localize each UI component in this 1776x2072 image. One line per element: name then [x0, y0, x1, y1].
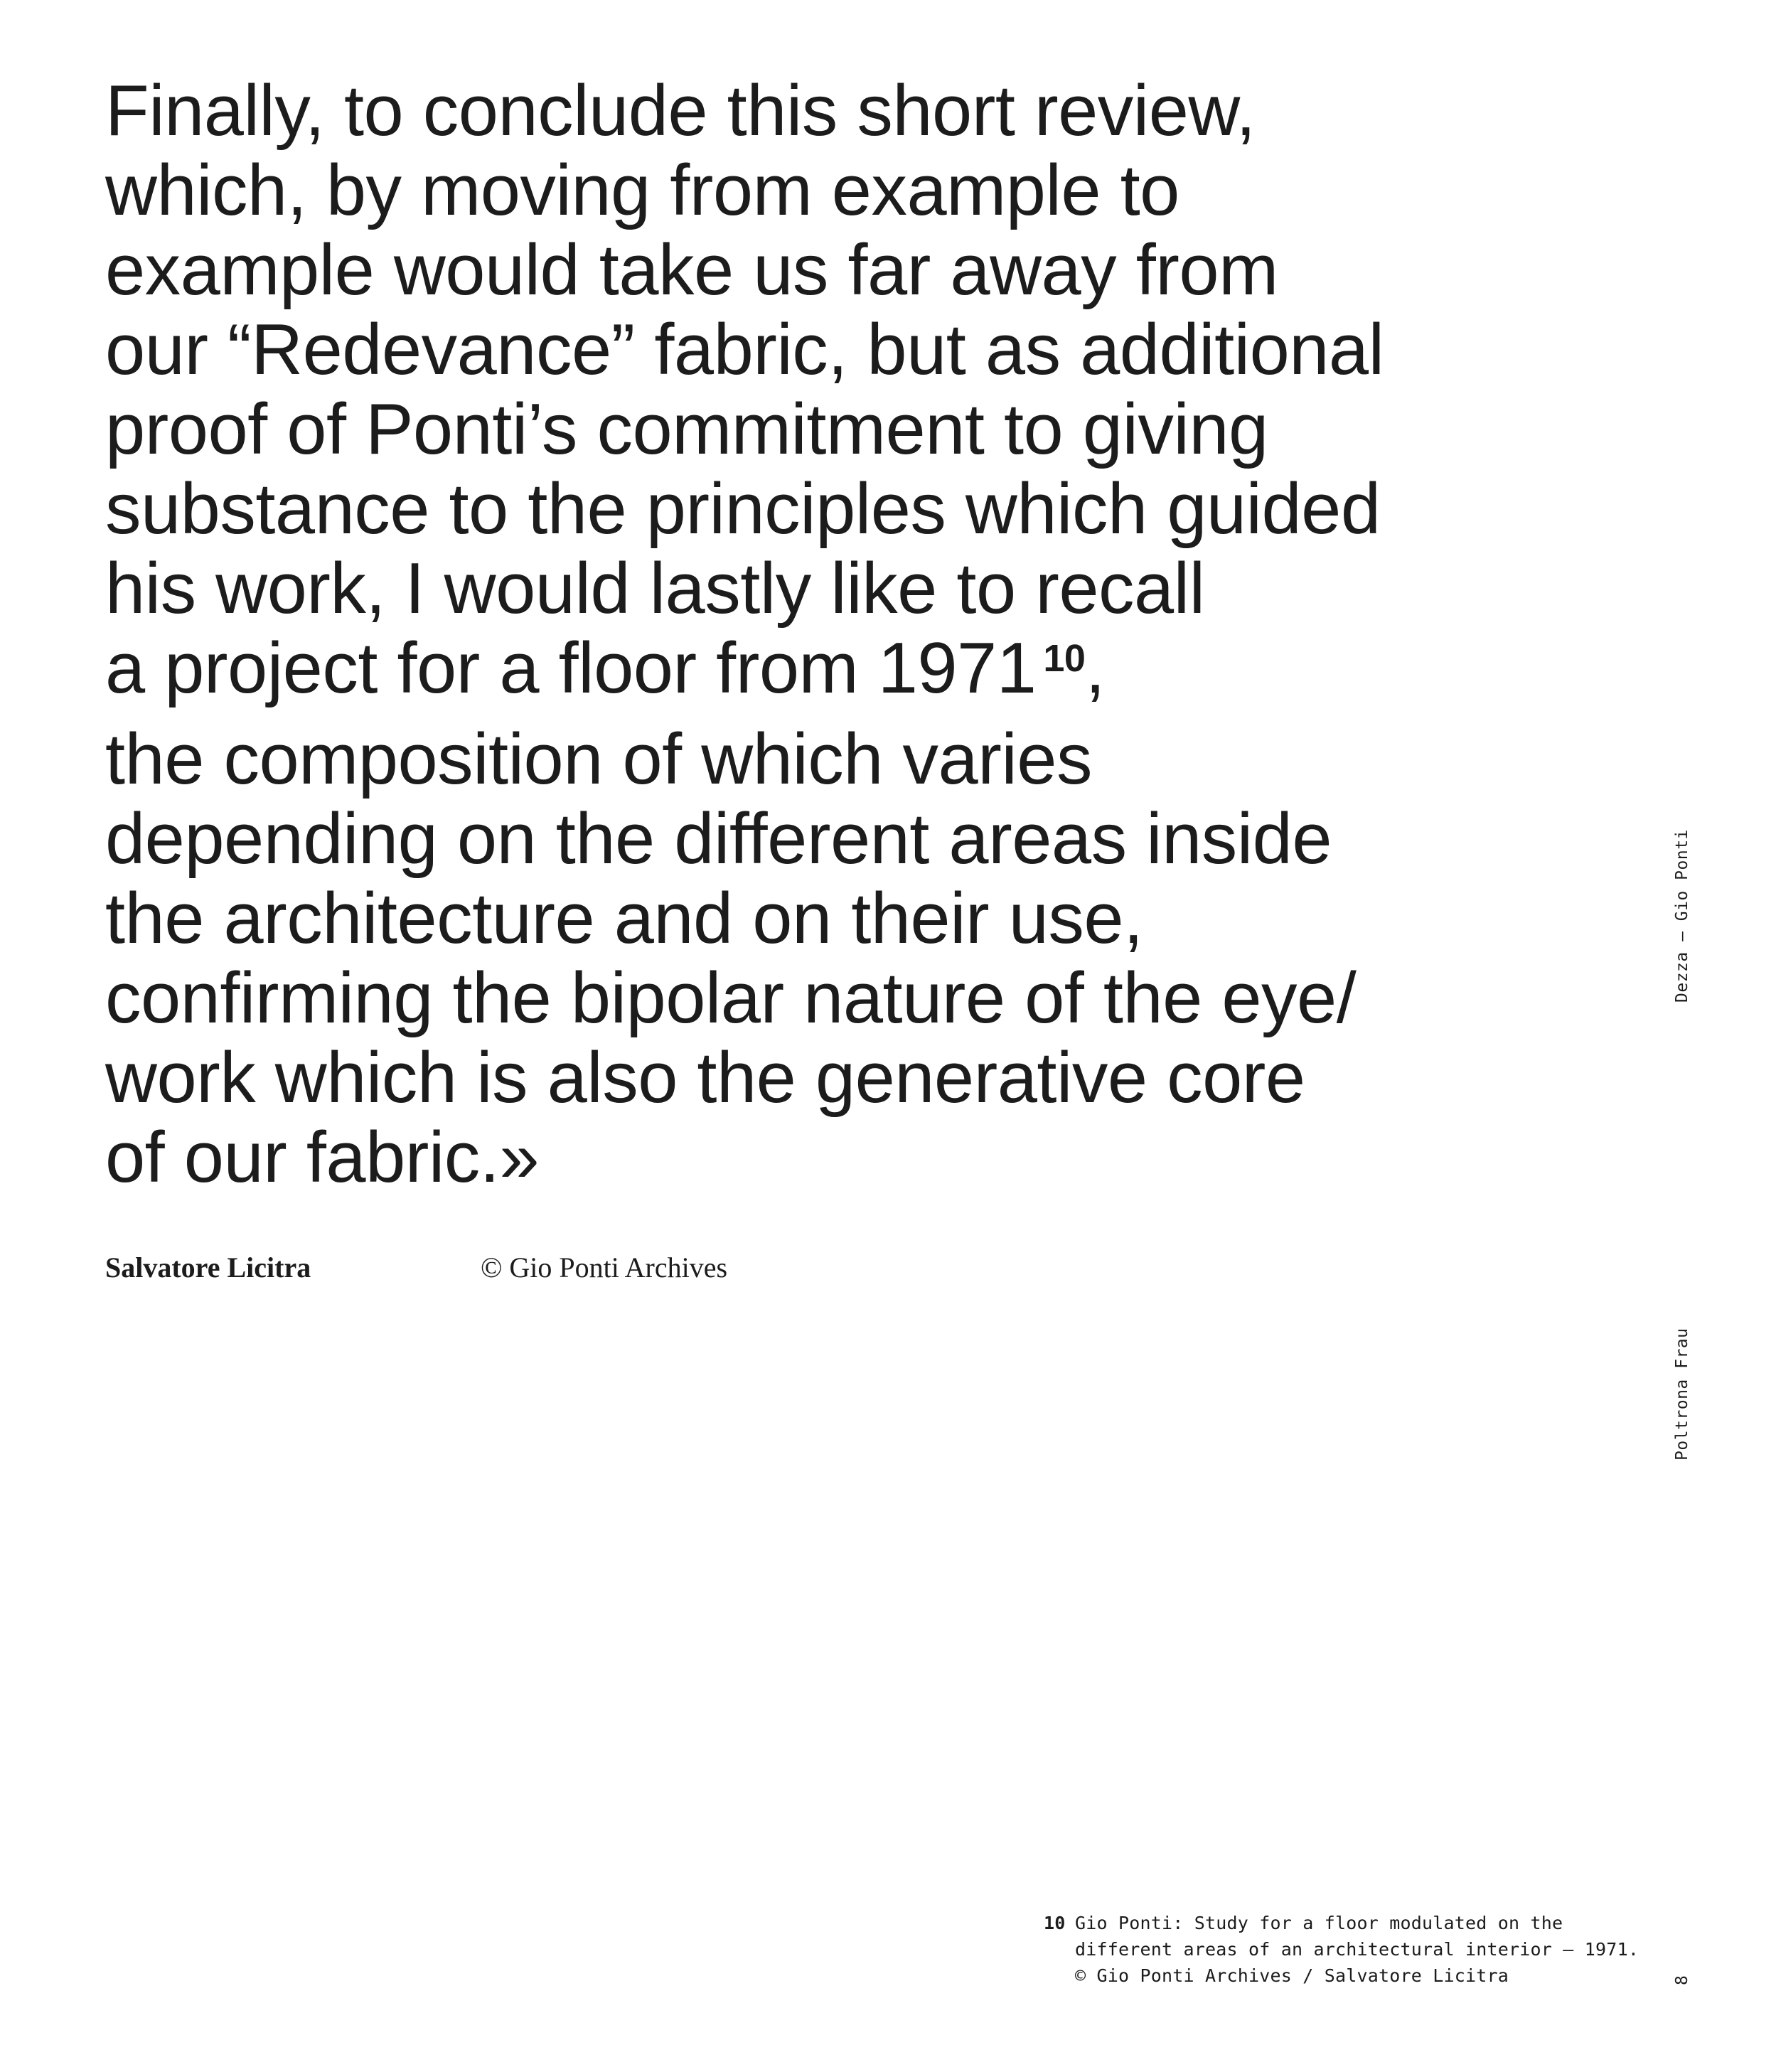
running-head: Dezza — Gio Ponti	[1673, 829, 1691, 1003]
quote-line: proof of Ponti’s commitment to giving	[105, 390, 1268, 469]
quote-line: which, by moving from example to	[105, 151, 1179, 230]
footnote-number: 10	[1044, 1913, 1066, 1933]
quote-line-text: a project for a floor from 1971	[105, 629, 1037, 708]
quote-line: substance to the principles which guided	[105, 469, 1381, 549]
footnote-reference-trail: ,	[1085, 629, 1106, 708]
footnote-line: © Gio Ponti Archives / Salvatore Licitra	[1075, 1965, 1509, 1986]
footnote	[1044, 1910, 1639, 1989]
quote-line: depending on the different areas inside	[105, 799, 1332, 879]
quote-line: the architecture and on their use,	[105, 879, 1143, 958]
footnote-line: different areas of an architectural interior – 1971.	[1075, 1939, 1639, 1960]
quote-line: example would take us far away from	[105, 230, 1278, 310]
footnote-text	[1075, 1910, 1639, 1989]
quote-line: his work, I would lastly like to recall	[105, 549, 1205, 629]
main-quote	[105, 71, 1499, 1197]
quote-line: of our fabric.»	[105, 1118, 540, 1197]
credit-author: Salvatore Licitra	[105, 1251, 311, 1283]
footnote-reference: 10	[1043, 637, 1086, 680]
quote-line: Finally, to conclude this short review,	[105, 71, 1256, 151]
page-number: 8	[1673, 1975, 1691, 1985]
quote-line: confirming the bipolar nature of the eye/	[105, 958, 1357, 1038]
quote-line-with-ref	[105, 629, 1499, 720]
footnote-row	[1044, 1910, 1639, 1989]
quote-line: our “Redevance” fabric, but as additional	[105, 310, 1384, 390]
brand-label: Poltrona Frau	[1673, 1328, 1691, 1460]
quote-line: the composition of which varies	[105, 720, 1092, 799]
quote-line: work which is also the generative core	[105, 1038, 1305, 1118]
credit-archive: © Gio Ponti Archives	[481, 1251, 728, 1283]
footnote-line: Gio Ponti: Study for a floor modulated on the	[1075, 1913, 1563, 1933]
